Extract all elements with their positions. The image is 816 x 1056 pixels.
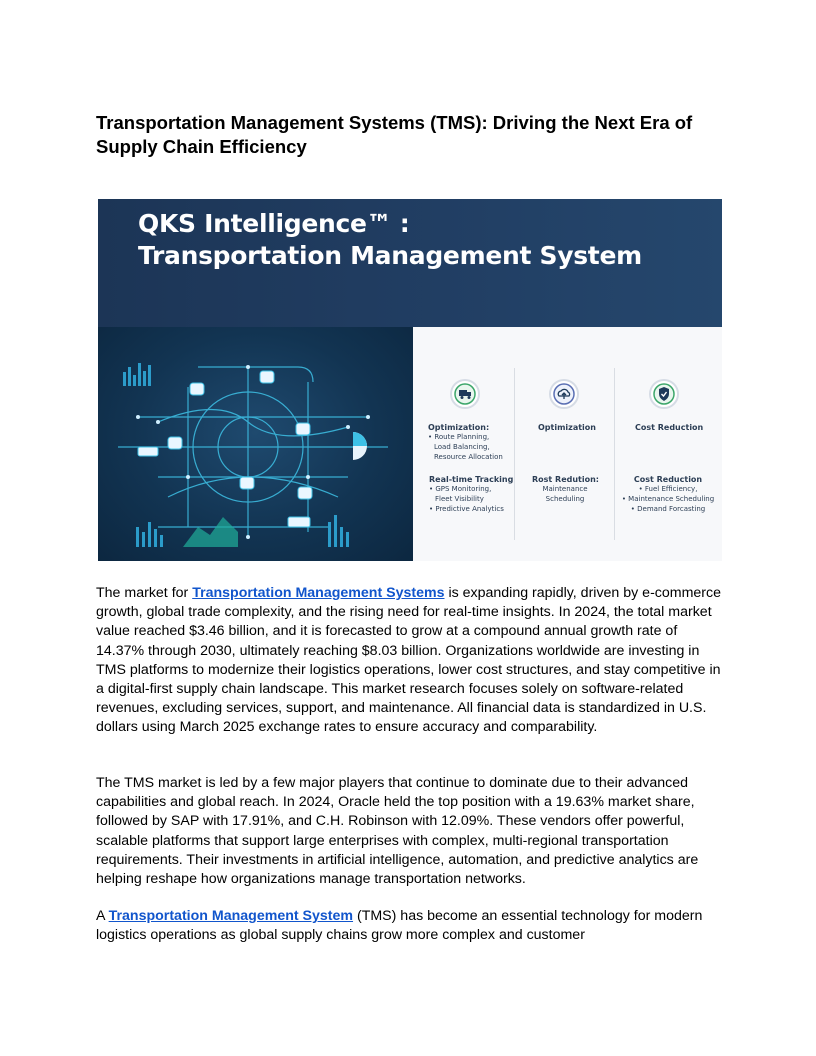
feature-heading: Cost Reduction — [635, 423, 704, 432]
feature-heading: Rost Redution: — [532, 475, 599, 484]
tms-link[interactable]: Transportation Management System — [108, 908, 354, 924]
feature-optimization-2 — [538, 423, 596, 432]
feature-item: • Fuel Efficiency, — [638, 485, 698, 493]
feature-item: Scheduling — [545, 495, 585, 503]
paragraph-market-leaders: The TMS market is led by a few major players that continue to dominate due to their advanced capabilities and global reach. In 2024, Oracle held the top position with a 19.63% market share, followed by SAP with 17.91%, and C.H. Robinson with 12.09%. These vendors offer powerful, scalable platforms that support large enterprises with complex, multi-regional transportation requirements. Their investments in artificial intelligence, automation, and predictive analytics are helping reshape how organizations manage transportation networks. — [96, 775, 699, 888]
feature-heading: Optimization — [538, 423, 596, 432]
feature-optimization-1 — [428, 423, 503, 462]
feature-cost-reduction-2 — [616, 475, 720, 514]
feature-item: Fleet Visibility — [435, 495, 484, 503]
feature-cost-reduction-1 — [635, 423, 703, 432]
feature-item: Load Balancing, — [434, 443, 490, 451]
feature-heading: Real-time Tracking — [429, 475, 514, 484]
feature-item: • Demand Forcasting — [630, 505, 706, 513]
feature-rost-redution — [532, 475, 598, 504]
column-divider — [614, 368, 615, 540]
feature-item: Maintenance — [542, 485, 588, 493]
text: is expanding rapidly, driven by e-commerce growth, global trade complexity, and the rising need for real-time insights. In 2024, the total market value reached $3.46 billion, and it is forecasted to grow at a compound annual growth rate of 14.37% through 2030, ultimately reaching $8.03 billion. Organizations worldwide are investing in TMS platforms to modernize their logistics operations, lower cost structures, and stay competitive in a digital-first supply chain landscape. This market research focuses solely on software-related revenues, excluding services, support, and maintenance. All financial data is standardized in U.S. dollars using March 2025 exchange rates to ensure accuracy and comparability. — [96, 585, 722, 736]
page-title: Transportation Management Systems (TMS): Driving the Next Era of Supply Chain Efficiency — [96, 112, 693, 157]
banner-title-line2: Transportation Management System — [138, 241, 642, 270]
feature-item: • Maintenance Scheduling — [621, 495, 715, 503]
feature-heading: Optimization: — [428, 423, 490, 432]
text: The market for — [96, 585, 193, 601]
shield-check-icon — [649, 379, 679, 409]
paragraph-tms-definition — [96, 907, 724, 945]
paragraph-market-overview — [96, 584, 724, 738]
feature-realtime-tracking — [429, 475, 513, 514]
column-divider — [514, 368, 515, 540]
tms-link[interactable]: Transportation Management Systems — [192, 585, 445, 601]
feature-item: • Predictive Analytics — [429, 505, 504, 513]
cloud-upload-icon — [549, 379, 579, 409]
network-illustration — [98, 327, 413, 561]
banner-title-line1: QKS Intelligence™ : — [138, 209, 410, 238]
circuit-network-graphic — [98, 327, 413, 561]
banner-header — [98, 199, 722, 327]
feature-heading: Cost Reduction — [633, 475, 703, 484]
feature-item: Resource Allocation — [434, 453, 503, 461]
feature-item: • GPS Monitoring, — [429, 485, 492, 493]
feature-item: • Route Planning, — [428, 433, 490, 441]
text: (TMS) has become an essential technology for modern logistics operations as global supply chains grow more complex and customer — [96, 908, 703, 944]
truck-icon — [450, 379, 480, 409]
text: A — [96, 908, 109, 924]
